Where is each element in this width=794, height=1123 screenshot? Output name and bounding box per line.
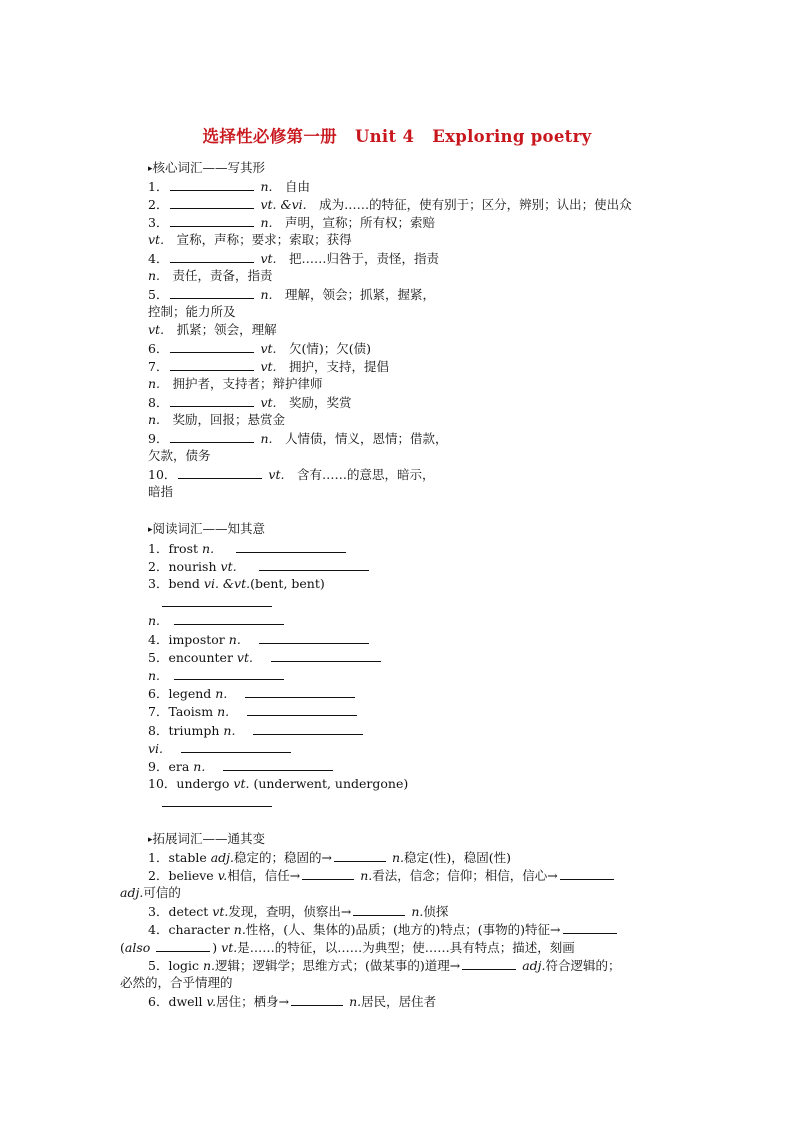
- definition: 可信的: [143, 885, 181, 900]
- word: 5．logic: [148, 958, 203, 973]
- vocab-item-7-cont: [148, 376, 323, 392]
- vocab-item-8: [148, 394, 352, 411]
- part-of-speech: n.: [148, 668, 161, 683]
- part-of-speech: n.: [193, 759, 206, 774]
- word: nourish: [168, 559, 217, 574]
- extend-item-2-wrap: [120, 885, 181, 901]
- definition: 声明，宣称；所有权；索赔: [284, 215, 435, 230]
- part-of-speech: n.: [215, 686, 228, 701]
- answer-blank[interactable]: [259, 631, 369, 644]
- item-number: 6．: [148, 686, 169, 701]
- extend-item-5: [148, 957, 621, 974]
- extend-item-6: [148, 993, 436, 1010]
- reading-item-3-blank: [160, 594, 274, 611]
- extend-item-2: [148, 867, 616, 884]
- word: triumph: [168, 723, 220, 738]
- part-of-speech: vi.: [148, 741, 164, 756]
- paren: (: [120, 940, 125, 955]
- part-of-speech: vt.: [233, 776, 250, 791]
- item-number: 1．: [148, 179, 169, 194]
- extend-item-5-wrap: [120, 975, 233, 991]
- part-of-speech: vt.: [148, 232, 165, 247]
- reading-item-3: [148, 576, 325, 592]
- vocab-item-10-wrap: [148, 484, 173, 500]
- vocab-item-4: [148, 250, 439, 267]
- answer-blank[interactable]: [223, 758, 333, 771]
- answer-blank[interactable]: [170, 430, 254, 443]
- reading-item-10-blank: [160, 794, 274, 811]
- section3-heading: [148, 831, 265, 848]
- part-of-speech: n.: [233, 922, 246, 937]
- title-unit: Unit 4: [354, 127, 415, 146]
- reading-item-10: [148, 776, 408, 792]
- word: 2．believe: [148, 868, 218, 883]
- definition: 居住；栖身→: [216, 994, 290, 1009]
- answer-blank[interactable]: [563, 921, 617, 934]
- vocab-item-5: [148, 286, 435, 303]
- word: Taoism: [168, 704, 214, 719]
- part-of-speech: vt.: [148, 322, 165, 337]
- definition: 是……的特征，以……为典型；使……具有特点；描述，刻画: [237, 940, 575, 955]
- answer-blank[interactable]: [170, 196, 254, 209]
- section1-heading-text: 核心词汇——写其形: [152, 160, 266, 175]
- vocab-item-8-cont: [148, 412, 285, 428]
- definition: 理解，领会；抓紧，握紧，: [284, 287, 435, 302]
- part-of-speech: vi. &vt.: [203, 576, 251, 591]
- triangle-bullet-icon: ▸: [148, 835, 153, 845]
- definition: 把……归咎于，责怪，指责: [289, 251, 440, 266]
- part-of-speech: vt.: [268, 467, 285, 482]
- definition: 拥护者，支持者；辩护律师: [172, 376, 323, 391]
- answer-blank[interactable]: [170, 358, 254, 371]
- answer-blank[interactable]: [174, 612, 284, 625]
- definition: 侦探: [423, 904, 449, 919]
- reading-item-8: [148, 722, 365, 739]
- part-of-speech: n.: [260, 215, 273, 230]
- definition: 拥护，支持，提倡: [289, 359, 390, 374]
- answer-blank[interactable]: [560, 867, 614, 880]
- part-of-speech: n.: [260, 431, 273, 446]
- section2-heading: [148, 521, 265, 538]
- reading-item-5: [148, 649, 383, 666]
- answer-blank[interactable]: [170, 340, 254, 353]
- part-of-speech: adj.: [522, 958, 546, 973]
- reading-item-2: [148, 558, 371, 575]
- answer-blank[interactable]: [170, 178, 254, 191]
- answer-blank[interactable]: [170, 250, 254, 263]
- part-of-speech: adj.: [120, 885, 144, 900]
- item-number: 9．: [148, 759, 169, 774]
- item-number: 3．: [148, 576, 169, 591]
- section3-heading-text: 拓展词汇——通其变: [152, 831, 266, 846]
- extend-item-4-wrap: [120, 939, 575, 956]
- definition: 欠(情)；欠(债): [289, 341, 372, 356]
- answer-blank[interactable]: [170, 286, 254, 299]
- part-of-speech: v.: [217, 868, 228, 883]
- part-of-speech: v.: [206, 994, 217, 1009]
- part-of-speech: n.: [223, 723, 236, 738]
- part-of-speech: n.: [228, 632, 241, 647]
- answer-blank[interactable]: [462, 957, 516, 970]
- answer-blank[interactable]: [302, 867, 354, 880]
- vocab-item-9: [148, 430, 448, 447]
- word: 1．stable: [148, 850, 211, 865]
- definition: 逻辑；逻辑学；思维方式；(做某事的)道理→: [214, 958, 461, 973]
- part-of-speech: vt.: [260, 359, 277, 374]
- definition: 抓紧；领会，理解: [176, 322, 277, 337]
- word: encounter: [168, 650, 233, 665]
- item-number: 2．: [148, 197, 169, 212]
- page-title: [0, 123, 794, 147]
- answer-blank[interactable]: [271, 649, 381, 662]
- extend-item-3: [148, 903, 448, 920]
- definition: 发现，查明，侦察出→: [228, 904, 352, 919]
- triangle-bullet-icon: ▸: [148, 164, 153, 174]
- vocab-item-7: [148, 358, 389, 375]
- answer-blank[interactable]: [156, 939, 210, 952]
- reading-item-8-verb: [148, 740, 293, 757]
- extend-item-1: [148, 849, 511, 866]
- section1-heading: [148, 160, 265, 177]
- word: era: [168, 759, 190, 774]
- part-of-speech: vt.: [236, 650, 253, 665]
- part-of-speech: n.: [202, 541, 215, 556]
- answer-blank[interactable]: [245, 685, 355, 698]
- part-of-speech: n.: [202, 958, 215, 973]
- part-of-speech: n.: [349, 994, 362, 1009]
- item-number: 4．: [148, 632, 169, 647]
- vocab-item-2: [148, 196, 632, 213]
- reading-item-3-noun: [148, 612, 286, 629]
- part-of-speech: adj.: [210, 850, 235, 865]
- part-of-speech: vt. &vi.: [260, 197, 307, 212]
- answer-blank[interactable]: [162, 794, 272, 807]
- verb-forms: (bent, bent): [250, 576, 325, 591]
- item-number: 9．: [148, 431, 169, 446]
- answer-blank[interactable]: [247, 703, 357, 716]
- part-of-speech: n.: [148, 268, 161, 283]
- reading-item-5-noun: [148, 667, 286, 684]
- item-number: 5．: [148, 650, 169, 665]
- part-of-speech: n.: [260, 179, 273, 194]
- part-of-speech: n.: [217, 704, 230, 719]
- answer-blank[interactable]: [178, 466, 262, 479]
- vocab-item-5-wrap: [148, 304, 236, 320]
- definition: 暗指: [148, 484, 174, 499]
- extend-item-4: [148, 921, 619, 938]
- word: 4．character: [148, 922, 234, 937]
- answer-blank[interactable]: [174, 667, 284, 680]
- reading-item-7: [148, 703, 359, 720]
- vocab-item-9-wrap: [148, 448, 211, 464]
- verb-forms: (underwent, undergone): [253, 776, 409, 791]
- definition: 成为……的特征，使有别于；区分，辨别；认出；使出众: [319, 197, 632, 212]
- also-label: also: [124, 940, 151, 955]
- word: 3．detect: [148, 904, 213, 919]
- answer-blank[interactable]: [170, 394, 254, 407]
- answer-blank[interactable]: [353, 903, 405, 916]
- vocab-item-6: [148, 340, 371, 357]
- vocab-item-10: [148, 466, 434, 483]
- part-of-speech: vt.: [260, 341, 277, 356]
- definition: 含有……的意思，暗示，: [296, 467, 435, 482]
- definition: 稳定(性)，稳固(性): [404, 850, 512, 865]
- vocab-item-4-cont: [148, 268, 273, 284]
- section2-heading-text: 阅读词汇——知其意: [152, 521, 266, 536]
- word: impostor: [168, 632, 225, 647]
- reading-item-6: [148, 685, 357, 702]
- word: legend: [168, 686, 212, 701]
- definition: 必然的，合乎情理的: [120, 975, 233, 990]
- paren: ): [212, 940, 218, 955]
- item-number: 7．: [148, 704, 169, 719]
- item-number: 8．: [148, 395, 169, 410]
- part-of-speech: vt.: [221, 940, 238, 955]
- definition: 性格，(人、集体的)品质；(地方的)特点；(事物的)特征→: [245, 922, 561, 937]
- definition: 自由: [284, 179, 310, 194]
- answer-blank[interactable]: [253, 722, 363, 735]
- title-cn: 选择性必修第一册: [202, 127, 337, 146]
- vocab-item-1: [148, 178, 310, 195]
- definition: 稳定的；稳固的→: [234, 850, 333, 865]
- definition: 相信，信任→: [227, 868, 301, 883]
- answer-blank[interactable]: [181, 740, 291, 753]
- definition: 奖励，奖赏: [289, 395, 352, 410]
- part-of-speech: vt.: [220, 559, 237, 574]
- item-number: 7．: [148, 359, 169, 374]
- part-of-speech: n.: [148, 613, 161, 628]
- answer-blank[interactable]: [291, 993, 343, 1006]
- vocab-item-3: [148, 214, 435, 231]
- part-of-speech: n.: [148, 376, 161, 391]
- triangle-bullet-icon: ▸: [148, 525, 153, 535]
- reading-item-1: [148, 540, 348, 557]
- part-of-speech: vt.: [260, 251, 277, 266]
- part-of-speech: n.: [148, 412, 161, 427]
- item-number: 1．: [148, 541, 169, 556]
- answer-blank[interactable]: [170, 214, 254, 227]
- reading-item-9: [148, 758, 335, 775]
- definition: 欠款，债务: [148, 448, 211, 463]
- word: 6．dwell: [148, 994, 207, 1009]
- reading-item-4: [148, 631, 371, 648]
- item-number: 5．: [148, 287, 169, 302]
- item-number: 6．: [148, 341, 169, 356]
- definition: 看法，信念；信仰；相信，信心→: [372, 868, 558, 883]
- definition: 宣称，声称；要求；索取；获得: [176, 232, 352, 247]
- part-of-speech: vt.: [212, 904, 229, 919]
- item-number: 3．: [148, 215, 169, 230]
- word: undergo: [176, 776, 230, 791]
- item-number: 10．: [148, 467, 177, 482]
- answer-blank[interactable]: [334, 849, 386, 862]
- word: frost: [168, 541, 199, 556]
- vocab-item-3-cont: [148, 232, 352, 248]
- item-number: 4．: [148, 251, 169, 266]
- title-topic: Exploring poetry: [432, 127, 592, 146]
- part-of-speech: n.: [360, 868, 373, 883]
- definition: 人情债，情义，恩情；借款，: [284, 431, 448, 446]
- part-of-speech: n.: [392, 850, 405, 865]
- item-number: 8．: [148, 723, 169, 738]
- definition: 控制；能力所及: [148, 304, 236, 319]
- answer-blank[interactable]: [259, 558, 369, 571]
- definition: 奖励，回报；悬赏金: [172, 412, 286, 427]
- definition: 符合逻辑的；: [545, 958, 621, 973]
- part-of-speech: n.: [260, 287, 273, 302]
- part-of-speech: n.: [411, 904, 424, 919]
- vocab-item-5-cont: [148, 322, 277, 338]
- part-of-speech: vt.: [260, 395, 277, 410]
- answer-blank[interactable]: [162, 594, 272, 607]
- item-number: 10．: [148, 776, 177, 791]
- word: bend: [168, 576, 200, 591]
- definition: 居民，居住者: [361, 994, 437, 1009]
- answer-blank[interactable]: [236, 540, 346, 553]
- definition: 责任，责备，指责: [172, 268, 273, 283]
- item-number: 2．: [148, 559, 169, 574]
